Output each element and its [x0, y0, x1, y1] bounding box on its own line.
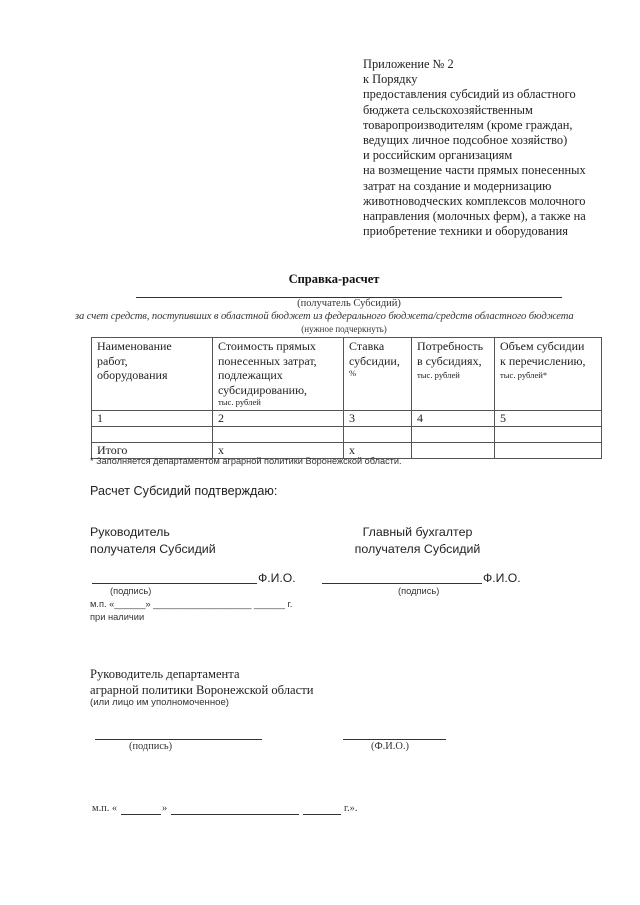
stamp-note: при наличии	[90, 612, 145, 622]
appendix-line: направления (молочных ферм), а также на	[363, 209, 586, 224]
department-stamp-suffix: г.».	[344, 803, 358, 814]
appendix-line: ведущих личное подсобное хозяйство)	[363, 133, 568, 148]
underline-note: (нужное подчеркнуть)	[301, 324, 387, 334]
appendix-line: приобретение техники и оборудования	[363, 224, 568, 239]
chief-accountant-signature-line[interactable]	[322, 583, 482, 584]
header-cell-name: Наименование работ, оборудования	[92, 338, 213, 411]
recipient-head-signature-line[interactable]	[92, 583, 257, 584]
department-signature-caption: (подпись)	[129, 741, 173, 752]
appendix-line: Приложение № 2	[363, 57, 454, 71]
table-cell: х	[344, 443, 412, 459]
department-stamp-prefix: м.п. «	[92, 803, 118, 814]
calculation-table	[91, 337, 602, 459]
table-cell[interactable]	[344, 427, 412, 443]
table-cell[interactable]	[412, 443, 495, 459]
stamp-date-line[interactable]: м.п. «______» ___________________ ______ г.	[90, 599, 293, 609]
chief-accountant-title: Главный бухгалтер получателя Субсидий	[354, 525, 481, 556]
appendix-line: товаропроизводителям (кроме граждан,	[363, 117, 573, 132]
chief-accountant-fio: Ф.И.О.	[483, 571, 521, 585]
appendix-line: бюджета сельскохозяйственным	[363, 102, 533, 117]
department-date-day-line[interactable]	[121, 814, 161, 815]
table-cell: 5	[495, 411, 602, 427]
table-cell: 2	[213, 411, 344, 427]
document-title: Справка-расчет	[288, 272, 380, 286]
department-date-year-line[interactable]	[303, 814, 341, 815]
appendix-line: на возмещение части прямых понесенных	[363, 163, 586, 178]
table-cell[interactable]	[213, 427, 344, 443]
table-cell: 1	[92, 411, 213, 427]
table-row-empty	[92, 427, 602, 443]
table-cell[interactable]	[92, 427, 213, 443]
table-cell: 4	[412, 411, 495, 427]
table-cell[interactable]	[495, 443, 602, 459]
appendix-line: затрат на создание и модернизацию	[363, 178, 552, 193]
department-stamp-mid: »	[162, 803, 168, 814]
table-cell: 3	[344, 411, 412, 427]
department-date-month-line[interactable]	[171, 814, 299, 815]
table-cell[interactable]	[412, 427, 495, 443]
table-cell-total-label: Итого	[92, 443, 213, 459]
recipient-head-title: Руководитель получателя Субсидий	[90, 525, 216, 556]
department-signature-line[interactable]	[95, 739, 262, 740]
table-footnote: * Заполняется департаментом аграрной политики Воронежской области.	[90, 456, 402, 466]
header-cell-need: Потребность в субсидиях, тыс. рублей	[412, 338, 495, 411]
appendix-header	[363, 57, 623, 239]
appendix-line: к Порядку	[363, 72, 418, 87]
funding-source-text: за счет средств, поступивших в областной бюджет из федерального бюджета/средств областного бюджета	[75, 311, 574, 322]
table-cell[interactable]	[495, 427, 602, 443]
appendix-line: и российским организациям	[363, 148, 513, 163]
header-cell-cost: Стоимость прямых понесенных затрат, подлежащих субсидированию, тыс. рублей	[213, 338, 344, 411]
department-note: (или лицо им уполномоченное)	[90, 697, 230, 708]
department-head-title: Руководитель департамента аграрной политики Воронежской области	[90, 667, 314, 697]
header-cell-rate: Ставка субсидии, %	[344, 338, 412, 411]
appendix-line: животноводческих комплексов молочного	[363, 193, 586, 208]
table-row-numbers	[92, 411, 602, 427]
department-fio-caption: (Ф.И.О.)	[371, 741, 409, 752]
table-header-row	[92, 338, 602, 411]
recipient-caption: (получатель Субсидий)	[297, 298, 401, 309]
confirmation-text: Расчет Субсидий подтверждаю:	[90, 484, 278, 498]
department-fio-line[interactable]	[343, 739, 446, 740]
signature-caption: (подпись)	[110, 586, 152, 596]
header-cell-amount: Объем субсидии к перечислению, тыс. рублей*	[495, 338, 602, 411]
table-cell: х	[213, 443, 344, 459]
signature-caption: (подпись)	[398, 586, 440, 596]
appendix-line: предоставления субсидий из областного	[363, 87, 576, 102]
recipient-head-fio: Ф.И.О.	[258, 571, 296, 585]
